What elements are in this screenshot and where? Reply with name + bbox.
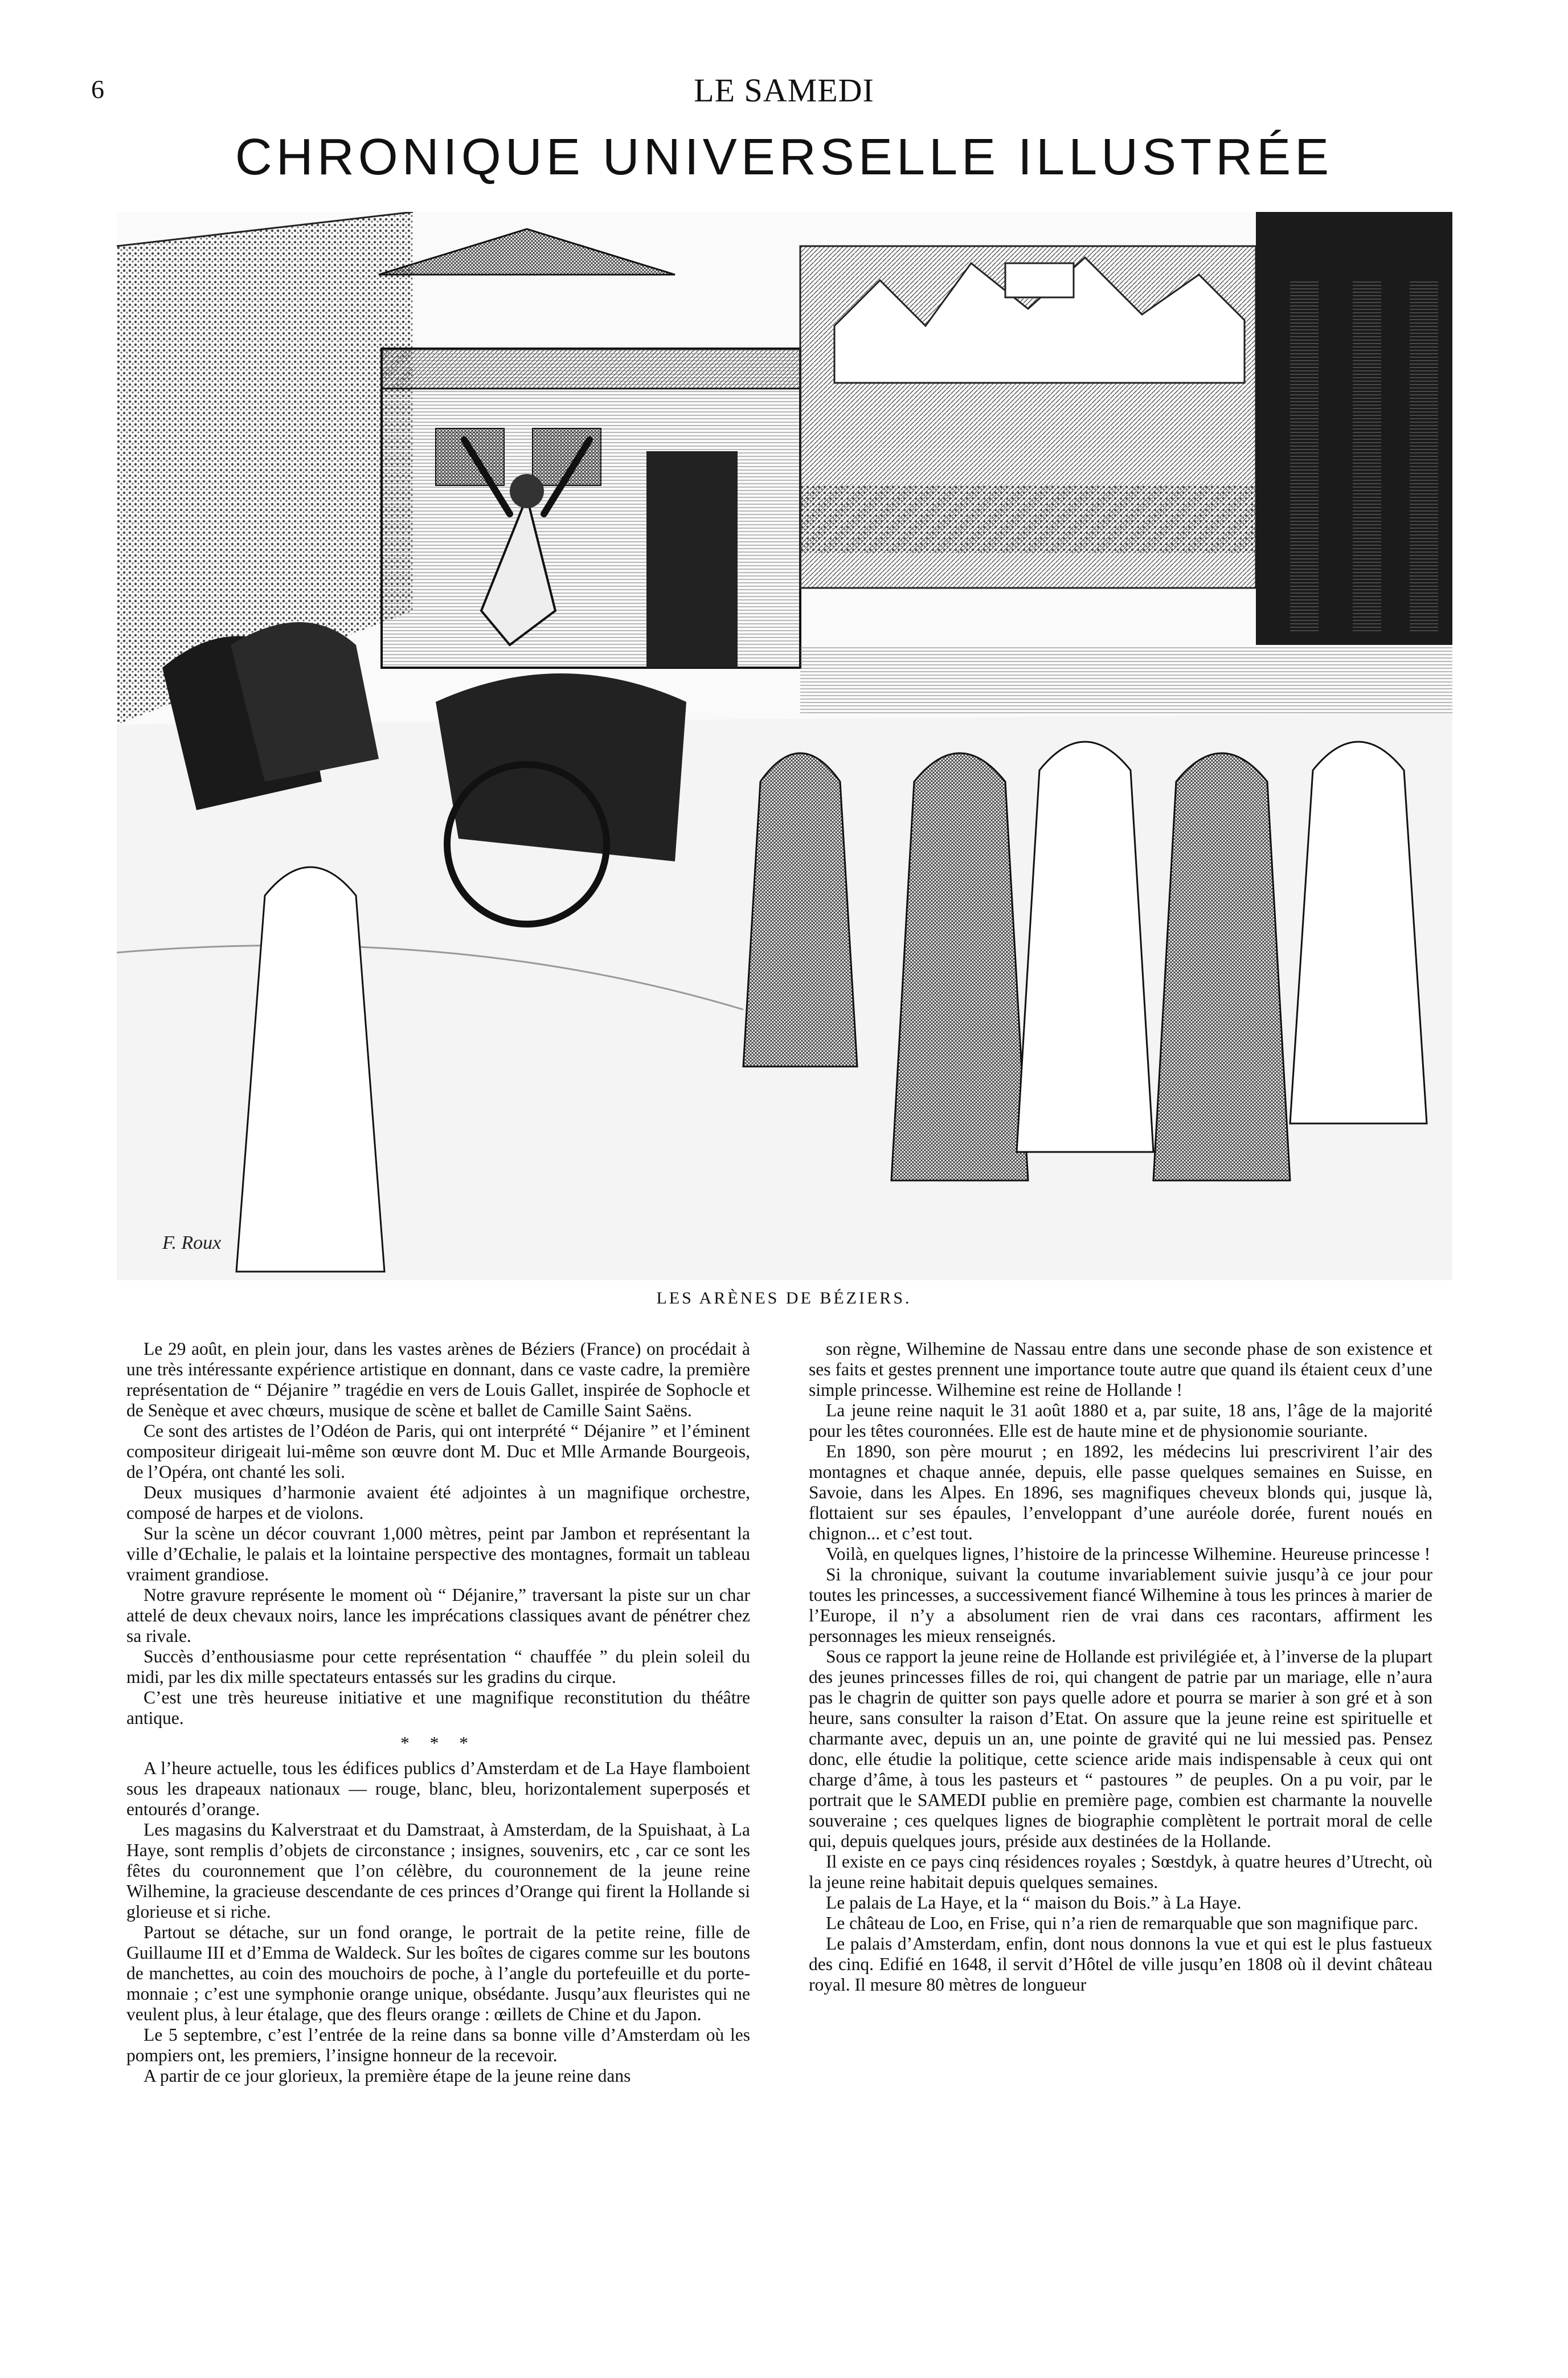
section-title: CHRONIQUE UNIVERSELLE ILLUSTRÉE bbox=[235, 129, 1333, 186]
paragraph: Sous ce rapport la jeune reine de Hollande est privilégiée et, à l’inverse de la plupart des jeunes princesses filles de roi, qui changent de patrie par un mariage, elle n’aura pas le chagrin de quitter son pays quelle adore et pourra se marier à son gré et à son heure, sans consulter la raison d’Etat. On assure que la jeune reine est spirituelle et charmante avec, depuis un an, une pointe de gravité qui ne lui messied pas. Pensez donc, elle étudie la politique, cette science aride mais indispensable à ceux qui ont charge d’âme, à tous les pasteurs et “ pastoures ” de peuples. On a pu voir, par le portrait que le SAMEDI publie en première page, combien est charmante la nouvelle souveraine ; ces quelques lignes de biographie complètent le portrait moral de celle qui, depuis quelques jours, préside aux destinées de la Hollande. bbox=[809, 1646, 1432, 1851]
paragraph: Partout se détache, sur un fond orange, le portrait de la petite reine, fille de Guillaume III et d’Emma de Waldeck. Sur les boîtes de cigares comme sur les boutons de manchettes, au coin des mouchoirs de poche, à l’angle du portefeuille et du porte-monnaie ; c’est une symphonie orange unique, obsédante. Jusqu’aux fleuristes qui ne veulent plus, à leur étalage, que des fleurs orange : œillets de Chine et du Japon. bbox=[126, 1922, 750, 2024]
stage-steps bbox=[800, 645, 1452, 713]
paragraph: Le 5 septembre, c’est l’entrée de la reine dans sa bonne ville d’Amsterdam où les pompiers ont, les premiers, l’insigne honneur de la recevoir. bbox=[126, 2025, 750, 2065]
artist-signature: F. Roux bbox=[162, 1232, 222, 1253]
paragraph: Ce sont des artistes de l’Odéon de Paris, qui ont interprété “ Déjanire ” et l’éminent compositeur dirigeait lui-même son œuvre dont M. Duc et Mlle Armande Bourgeois, de l’Opéra, ont chanté les soli. bbox=[126, 1421, 750, 1482]
paragraph: La jeune reine naquit le 31 août 1880 et a, par suite, 18 ans, l’âge de la majorité pour les têtes couronnées. Elle est de haute mine et de physionomie souriante. bbox=[809, 1400, 1432, 1441]
engraving-les-arenes-de-beziers bbox=[117, 212, 1452, 1280]
paragraph: C’est une très heureuse initiative et une magnifique reconstitution du théâtre antique. bbox=[126, 1688, 750, 1728]
paragraph: Le palais d’Amsterdam, enfin, dont nous donnons la vue et qui est le plus fastueux des cinq. Edifié en 1648, il servit d’Hôtel de ville jusqu’en 1808 où il devint château royal. Il mesure 80 mètres de longueur bbox=[809, 1934, 1432, 1995]
page-number: 6 bbox=[91, 75, 104, 104]
paragraph: Si la chronique, suivant la coutume invariablement suivie jusqu’à ce jour pour toutes les princesses, a successivement fiancé Wilhemine à tous les princes à marier de l’Europe, il n’y a absolument rien de vrai dans ces racontars, affirment les personnages les mieux renseignés. bbox=[809, 1564, 1432, 1646]
paragraph: Deux musiques d’harmonie avaient été adjointes à un magnifique orchestre, composé de harpes et de violons. bbox=[126, 1482, 750, 1523]
paragraph: Le château de Loo, en Frise, qui n’a rien de remarquable que son magnifique parc. bbox=[826, 1913, 1418, 1933]
paragraph: Le 29 août, en plein jour, dans les vastes arènes de Béziers (France) on procédait à une très intéressante expérience artistique en donnant, dans ce vaste cadre, la première représentation de “ Déjanire ” tragédie en vers de Louis Gallet, inspirée de Sophocle et de Senèque et avec chœurs, musique de scène et ballet de Camille Saint Saëns. bbox=[126, 1339, 750, 1420]
painted-backdrop-city bbox=[800, 246, 1256, 588]
paragraph: A l’heure actuelle, tous les édifices publics d’Amsterdam et de La Haye flamboient sous les drapeaux nationaux — rouge, blanc, bleu, horizontalement superposés et entourés d’orange. bbox=[126, 1758, 750, 1819]
article-right-column bbox=[809, 1339, 1432, 1995]
temple-columns bbox=[1256, 212, 1452, 645]
paragraph: Notre gravure représente le moment où “ Déjanire,” traversant la piste sur un char attelé de deux chevaux noirs, lance les imprécations classiques avant de pénétrer chez sa rivale. bbox=[126, 1585, 750, 1646]
paragraph: Sur la scène un décor couvrant 1,000 mètres, peint par Jambon et représentant la ville d’Œchalie, le palais et la lointaine perspective des montagnes, formait un tableau vraiment grandiose. bbox=[126, 1523, 750, 1584]
paragraph: Le palais de La Haye, et la “ maison du Bois.” à La Haye. bbox=[826, 1893, 1242, 1913]
illustration-caption: LES ARÈNES DE BÉZIERS. bbox=[656, 1289, 912, 1308]
paragraph: Succès d’enthousiasme pour cette représentation “ chauffée ” du plein soleil du midi, par les dix mille spectateurs entassés sur les gradins du cirque. bbox=[126, 1646, 750, 1687]
publication-title: LE SAMEDI bbox=[694, 72, 874, 109]
paragraph: Les magasins du Kalverstraat et du Damstraat, à Amsterdam, de la Spuishaat, à La Haye, sont remplis d’objets de circonstance ; insignes, souvenirs, etc , car ce sont les fêtes du couronnement que l’on célèbre, du couronnement de la jeune reine Wilhemine, la gracieuse descendante de ces princes d’Orange qui firent la Hollande si glorieuse et si riche. bbox=[126, 1820, 750, 1922]
paragraph: Il existe en ce pays cinq résidences royales ; Sœstdyk, à quatre heures d’Utrecht, où la jeune reine habitait depuis quelques semaines. bbox=[809, 1852, 1432, 1892]
paragraph: Voilà, en quelques lignes, l’histoire de la princesse Wilhemine. Heureuse princesse ! bbox=[826, 1544, 1431, 1564]
stage-building bbox=[379, 229, 800, 668]
paragraph: A partir de ce jour glorieux, la première étape de la jeune reine dans bbox=[144, 2066, 631, 2086]
paragraph: son règne, Wilhemine de Nassau entre dans une seconde phase de son existence et ses faits et gestes prennent une importance toute autre que quand ils étaient ceux d’une simple princesse. Wilhemine est reine de Hollande ! bbox=[809, 1339, 1432, 1400]
section-separator: * * * bbox=[400, 1733, 476, 1753]
paragraph: En 1890, son père mourut ; en 1892, les médecins lui prescrivirent l’air des montagnes et chaque année, depuis, elle passe quelques semaines en Suisse, en Savoie, dans les Alpes. En 1896, ses magnifiques cheveux blonds qui, jusque là, flottaient sur ses épaules, l’enveloppant d’une auréole dorée, furent noués en chignon... et c’est tout. bbox=[809, 1441, 1432, 1543]
article-left-column bbox=[126, 1339, 750, 2086]
